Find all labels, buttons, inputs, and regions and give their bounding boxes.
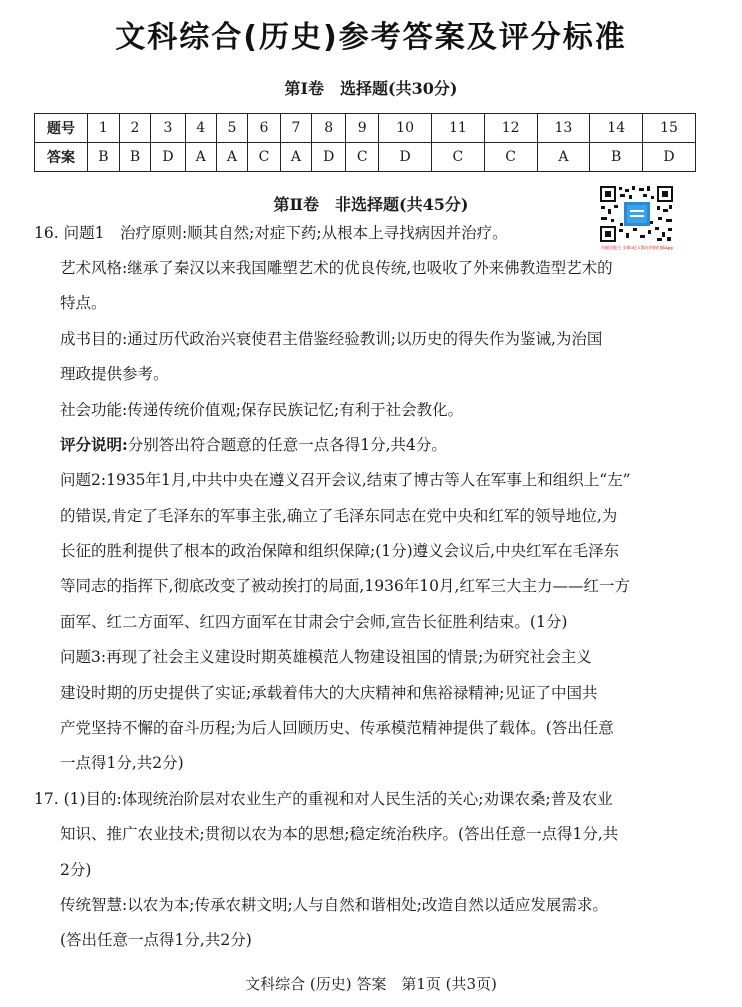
answer-cell: D <box>151 143 185 172</box>
answer-line: 问题2:1935年1月,中共中央在遵义召开会议,结束了博古等人在军事上和组织上“左” <box>60 471 631 489</box>
question-number: 13 <box>537 114 590 143</box>
answer-cell: D <box>643 143 696 172</box>
qr-caption: 扫描全能王 全球3亿人都在用的扫描App <box>601 245 673 250</box>
question-number: 6 <box>248 114 281 143</box>
row-label-number: 题号 <box>35 114 88 143</box>
section-heading-choice: 第Ⅰ卷 选择题(共30分) <box>284 79 458 98</box>
question-number: 11 <box>431 114 484 143</box>
answer-cell: A <box>537 143 590 172</box>
question-number: 14 <box>590 114 643 143</box>
answer-line: 等同志的指挥下,彻底改变了被动挨打的局面,1936年10月,红军三大主力——红一方 <box>60 577 630 595</box>
question-number: 7 <box>280 114 311 143</box>
answer-line: 理政提供参考。 <box>60 365 169 383</box>
answer-line: 特点。 <box>60 294 107 312</box>
answer-cell: A <box>216 143 247 172</box>
answer-line: 2分) <box>60 861 92 879</box>
answer-cell: A <box>280 143 311 172</box>
question-number: 3 <box>151 114 185 143</box>
question-number: 4 <box>185 114 216 143</box>
section-heading-nonchoice: 第Ⅱ卷 非选择题(共45分) <box>273 195 469 214</box>
question-number: 5 <box>216 114 247 143</box>
scoring-note-label: 评分说明: <box>60 435 128 454</box>
answer-line: 一点得1分,共2分) <box>60 754 184 772</box>
answer-line: 问题3:再现了社会主义建设时期英雄模范人物建设祖国的情景;为研究社会主义 <box>60 648 592 666</box>
answer-table <box>34 113 696 172</box>
qr-code-icon <box>599 185 674 243</box>
answer-cell: C <box>484 143 537 172</box>
scoring-note-text: 分别答出符合题意的任意一点各得1分,共4分。 <box>127 436 447 454</box>
answer-cell: D <box>379 143 432 172</box>
answer-line: 社会功能:传递传统价值观;保存民族记忆;有利于社会教化。 <box>60 401 464 419</box>
answer-line: 的错误,肯定了毛泽东的军事主张,确立了毛泽东同志在党中央和红军的领导地位,为 <box>60 507 618 525</box>
answer-cell: C <box>431 143 484 172</box>
answer-cell: A <box>185 143 216 172</box>
answer-line: (答出任意一点得1分,共2分) <box>60 931 252 949</box>
question-number: 10 <box>379 114 432 143</box>
scoring-note <box>60 433 447 455</box>
answer-cell: D <box>312 143 346 172</box>
table-row-answers <box>35 143 696 172</box>
question-number: 9 <box>346 114 379 143</box>
answer-line: 传统智慧:以农为本;传承农耕文明;人与自然和谐相处;改造自然以适应发展需求。 <box>60 896 608 914</box>
question-number: 12 <box>484 114 537 143</box>
question-number: 2 <box>119 114 151 143</box>
question-number: 15 <box>643 114 696 143</box>
answer-line: 产党坚持不懈的奋斗历程;为后人回顾历史、传承模范精神提供了载体。(答出任意 <box>60 719 614 737</box>
page-title: 文科综合(历史)参考答案及评分标准 <box>115 20 627 55</box>
answer-line: 16. 问题1 治疗原则:顺其自然;对症下药;从根本上寻找病因并治疗。 <box>34 224 508 242</box>
answer-line: 艺术风格:继承了秦汉以来我国雕塑艺术的优良传统,也吸收了外来佛教造型艺术的 <box>60 259 613 277</box>
answer-line: 长征的胜利提供了根本的政治保障和组织保障;(1分)遵义会议后,中央红军在毛泽东 <box>60 542 620 560</box>
answer-cell: C <box>248 143 281 172</box>
answer-cell: B <box>590 143 643 172</box>
answer-line: 成书目的:通过历代政治兴衰使君主借鉴经验教训;以历史的得失作为鉴诫,为治国 <box>60 330 603 348</box>
answer-cell: B <box>88 143 120 172</box>
answer-cell: C <box>346 143 379 172</box>
table-row-numbers <box>35 114 696 143</box>
answer-line: 17. (1)目的:体现统治阶层对农业生产的重视和对人民生活的关心;劝课农桑;普及农业 <box>34 790 613 808</box>
answer-line: 建设时期的历史提供了实证;承载着伟大的大庆精神和焦裕禄精神;见证了中国共 <box>60 684 598 702</box>
answer-cell: B <box>119 143 151 172</box>
page-footer: 文科综合 (历史) 答案 第1页 (共3页) <box>245 975 497 993</box>
answer-line: 知识、推广农业技术;贯彻以农为本的思想;稳定统治秩序。(答出任意一点得1分,共 <box>60 825 619 843</box>
question-number: 8 <box>312 114 346 143</box>
answer-line: 面军、红二方面军、红四方面军在甘肃会宁会师,宣告长征胜利结束。(1分) <box>60 613 568 631</box>
row-label-answer: 答案 <box>35 143 88 172</box>
question-number: 1 <box>88 114 120 143</box>
